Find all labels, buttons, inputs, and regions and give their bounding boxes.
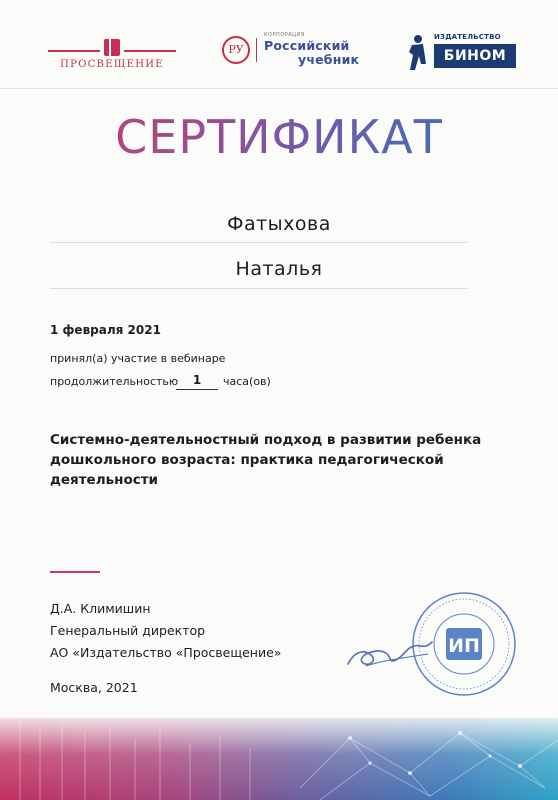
ru-logo-line2: учебник — [298, 52, 360, 67]
logo-line-right — [124, 50, 176, 52]
ru-logo-line1: Российский — [264, 38, 350, 53]
binom-logo-caption: ИЗДАТЕЛЬСТВО — [434, 33, 501, 41]
signatory-role: Генеральный директор — [50, 623, 206, 638]
prosveshchenie-logo-text: ПРОСВЕЩЕНИЕ — [60, 59, 164, 70]
decorative-footer-banner — [0, 718, 558, 800]
binom-logo-text: БИНОМ — [434, 44, 516, 68]
certificate-title: СЕРТИФИКАТ — [0, 110, 558, 164]
prosveshchenie-logo — [48, 34, 176, 74]
duration-underline — [176, 389, 218, 390]
webinar-date: 1 февраля 2021 — [50, 323, 161, 337]
russian-textbook-logo — [222, 32, 372, 72]
header-divider — [0, 88, 558, 89]
webinar-topic: Системно-деятельностный подход в развитии ребенка дошкольного возраста: практика педагогической деятельности — [50, 432, 482, 488]
signatory-name: Д.А. Климишин — [50, 601, 151, 616]
logo-line-left — [48, 50, 100, 52]
book-icon — [104, 39, 120, 56]
binom-logo — [404, 30, 516, 74]
binom-figure-icon — [406, 34, 428, 70]
duration-unit: часа(ов) — [223, 375, 271, 388]
duration-label: продолжительностью — [50, 375, 179, 388]
name-underline — [50, 288, 468, 289]
duration-value: 1 — [192, 373, 202, 387]
handwritten-signature — [344, 630, 436, 674]
place-and-year: Москва, 2021 — [50, 680, 138, 695]
logo-separator — [256, 38, 257, 62]
ru-circle-icon: РУ — [222, 36, 250, 64]
signatory-organization: АО «Издательство «Просвещение» — [50, 645, 282, 660]
surname-underline — [50, 242, 468, 243]
participation-text: принял(а) участие в вебинаре — [50, 352, 226, 365]
recipient-name: Наталья — [235, 258, 323, 280]
stamp-mark: ИП — [448, 635, 480, 657]
recipient-surname: Фатыхова — [227, 213, 331, 235]
signature-accent-line — [50, 571, 100, 573]
ru-logo-caption: КОРПОРАЦИЯ — [264, 32, 305, 38]
